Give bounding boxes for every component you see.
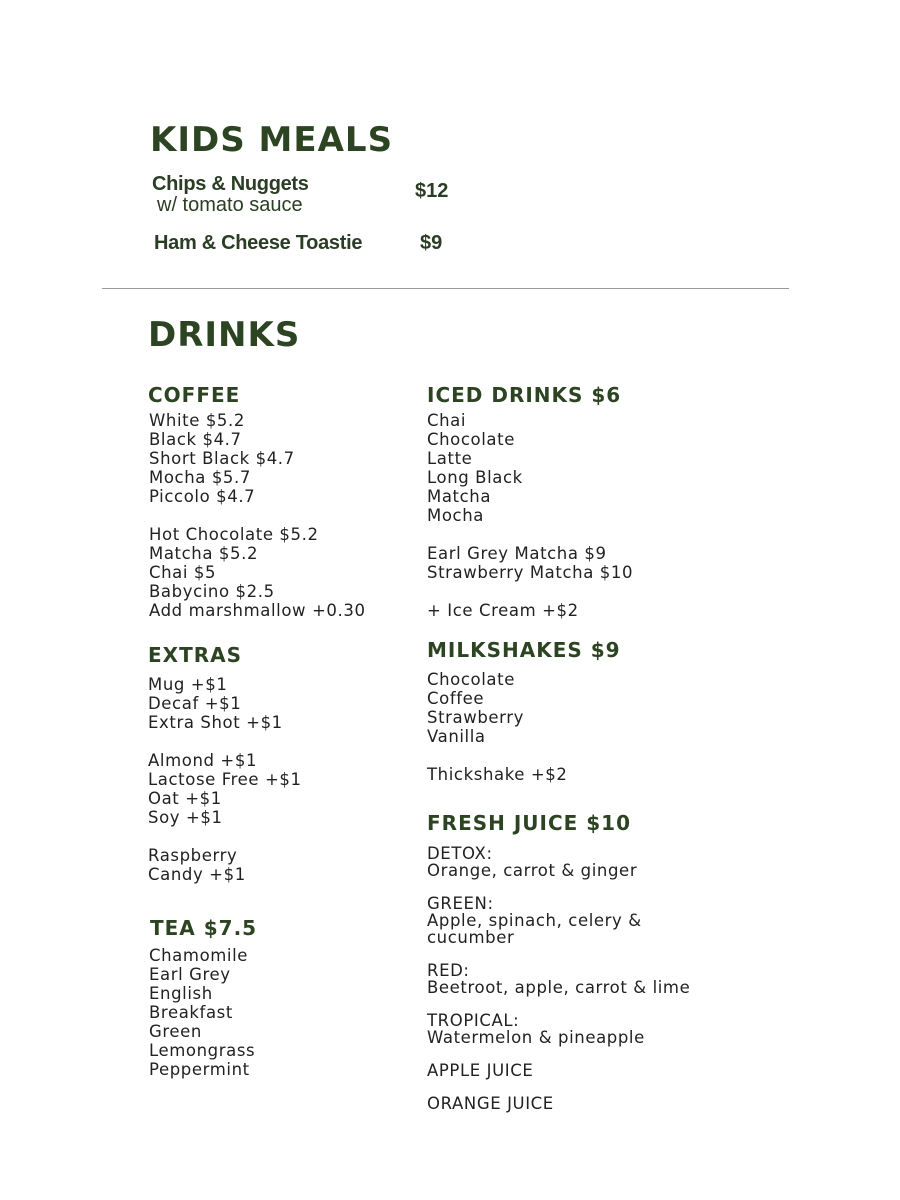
list-item: Add marshmallow +0.30 xyxy=(149,601,366,620)
list-item: Strawberry Matcha $10 xyxy=(427,563,634,582)
list-item: Earl Grey Matcha $9 xyxy=(427,544,607,563)
spacer xyxy=(148,732,302,751)
list-item: Hot Chocolate $5.2 xyxy=(149,525,319,544)
juice-item-detox xyxy=(427,845,690,879)
list-item: Thickshake +$2 xyxy=(427,765,568,784)
menu-item-name: Chips & Nuggets xyxy=(152,173,309,195)
list-item: + Ice Cream +$2 xyxy=(427,601,579,620)
drinks-heading: DRINKS xyxy=(148,315,301,355)
juice-label: DETOX: xyxy=(427,844,493,863)
list-item: Chocolate xyxy=(427,430,515,449)
list-item: Extra Shot +$1 xyxy=(148,713,283,732)
list-item: Matcha $5.2 xyxy=(149,544,259,563)
list-item: Matcha xyxy=(427,487,492,506)
list-item: Chai $5 xyxy=(149,563,217,582)
list-item: Long Black xyxy=(427,468,523,487)
list-item: Chamomile xyxy=(149,946,249,965)
list-item: Strawberry xyxy=(427,708,524,727)
coffee-list xyxy=(149,411,366,620)
juice-item-red xyxy=(427,962,690,996)
list-item: White $5.2 xyxy=(149,411,245,430)
juice-label: ORANGE JUICE xyxy=(427,1094,554,1113)
list-item: Coffee xyxy=(427,689,485,708)
menu-item-price: $12 xyxy=(415,180,449,202)
menu-item-chips-nuggets xyxy=(152,173,309,217)
list-item: Chai xyxy=(427,411,467,430)
list-item: Raspberry xyxy=(148,846,238,865)
list-item: Candy +$1 xyxy=(148,865,246,884)
fresh-juice-list xyxy=(427,845,690,1128)
list-item: Latte xyxy=(427,449,473,468)
juice-label: TROPICAL: xyxy=(427,1011,520,1030)
juice-label: GREEN: xyxy=(427,894,494,913)
juice-description: Orange, carrot & ginger xyxy=(427,861,638,880)
tea-heading: TEA $7.5 xyxy=(150,916,258,940)
juice-label: APPLE JUICE xyxy=(427,1061,534,1080)
list-item: Mocha $5.7 xyxy=(149,468,251,487)
list-item: Green xyxy=(149,1022,202,1041)
list-item: Vanilla xyxy=(427,727,486,746)
list-item: Soy +$1 xyxy=(148,808,223,827)
list-item: Lemongrass xyxy=(149,1041,256,1060)
list-item: Lactose Free +$1 xyxy=(148,770,302,789)
spacer xyxy=(427,525,633,544)
list-item: Earl Grey xyxy=(149,965,231,984)
milkshakes-list xyxy=(427,670,568,784)
juice-description: Apple, spinach, celery & xyxy=(427,911,642,930)
spacer xyxy=(148,827,302,846)
menu-item-price: $9 xyxy=(420,232,443,254)
juice-item-apple xyxy=(427,1062,690,1079)
menu-item-subtitle: w/ tomato sauce xyxy=(157,194,303,216)
extras-list xyxy=(148,675,302,884)
menu-item-ham-cheese-toastie: Ham & Cheese Toastie xyxy=(154,232,363,254)
list-item: Oat +$1 xyxy=(148,789,222,808)
juice-label: RED: xyxy=(427,961,470,980)
juice-description: cucumber xyxy=(427,928,515,947)
spacer xyxy=(427,582,633,601)
list-item: Piccolo $4.7 xyxy=(149,487,256,506)
list-item: Mug +$1 xyxy=(148,675,228,694)
list-item: Decaf +$1 xyxy=(148,694,242,713)
list-item: Chocolate xyxy=(427,670,515,689)
coffee-heading: COFFEE xyxy=(148,383,241,407)
list-item: Babycino $2.5 xyxy=(149,582,275,601)
fresh-juice-heading: FRESH JUICE $10 xyxy=(427,811,632,835)
list-item: Breakfast xyxy=(149,1003,233,1022)
tea-list xyxy=(149,946,255,1079)
extras-heading: EXTRAS xyxy=(148,643,243,667)
juice-item-tropical xyxy=(427,1012,690,1046)
list-item: Mocha xyxy=(427,506,484,525)
juice-item-green xyxy=(427,895,690,946)
juice-description: Watermelon & pineapple xyxy=(427,1028,645,1047)
iced-drinks-heading: ICED DRINKS $6 xyxy=(427,383,622,407)
juice-description: Beetroot, apple, carrot & lime xyxy=(427,978,691,997)
kids-meals-heading: KIDS MEALS xyxy=(150,120,394,160)
list-item: Almond +$1 xyxy=(148,751,258,770)
iced-drinks-list xyxy=(427,411,633,620)
list-item: English xyxy=(149,984,213,1003)
milkshakes-heading: MILKSHAKES $9 xyxy=(427,638,621,662)
section-divider xyxy=(102,288,789,289)
spacer xyxy=(427,746,568,765)
juice-item-orange xyxy=(427,1095,690,1112)
list-item: Black $4.7 xyxy=(149,430,242,449)
spacer xyxy=(149,506,366,525)
list-item: Short Black $4.7 xyxy=(149,449,295,468)
list-item: Peppermint xyxy=(149,1060,250,1079)
